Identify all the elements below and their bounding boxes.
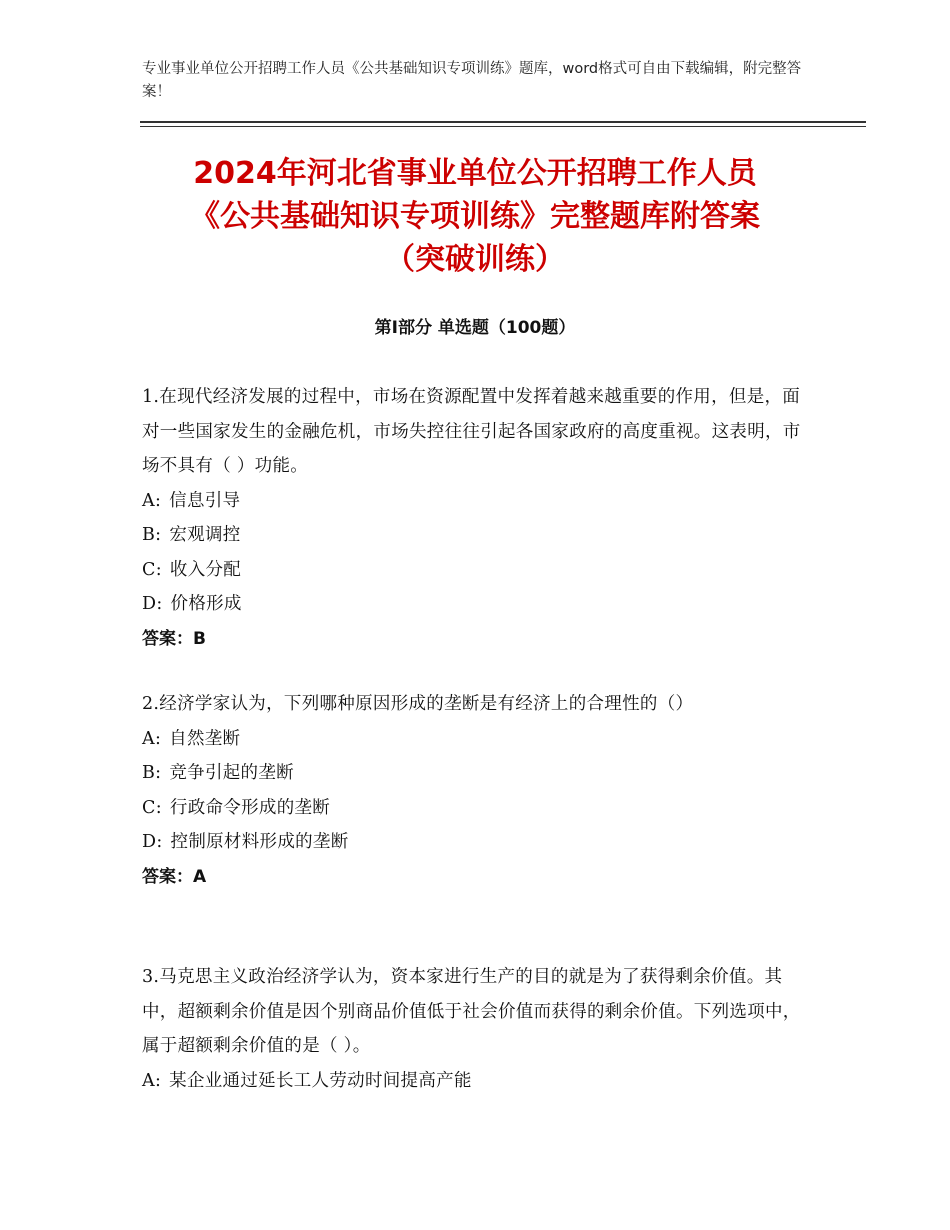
option-key: A:: [142, 1070, 162, 1091]
option-c: [142, 553, 808, 588]
section-heading: 第Ⅰ部分 单选题（100题）: [374, 318, 576, 338]
option-key: C:: [142, 797, 162, 818]
option-text: 价格形成: [170, 594, 242, 614]
answer-label: 答案：A: [142, 866, 207, 887]
option-text: 某企业通过延长工人劳动时间提高产能: [169, 1070, 472, 1091]
option-a: [142, 484, 808, 519]
option-key: B:: [142, 763, 162, 783]
header-rule-thick: [140, 121, 866, 123]
question-3: [142, 960, 808, 1098]
title-line-3: （突破训练）: [385, 242, 565, 277]
option-text: 竞争引起的垄断: [169, 763, 294, 783]
question-stem: 2.经济学家认为，下列哪种原因形成的垄断是有经济上的合理性的（）: [142, 694, 694, 714]
option-d: [142, 825, 808, 860]
option-d: [142, 587, 808, 622]
header-rule-thin: [140, 126, 866, 127]
title-line-2: 《公共基础知识专项训练》完整题库附答案: [190, 199, 760, 234]
option-key: A:: [142, 728, 162, 749]
option-text: 收入分配: [169, 559, 242, 580]
option-c: [142, 791, 808, 826]
option-key: C:: [142, 559, 162, 580]
option-key: B:: [142, 525, 162, 545]
option-key: D:: [142, 594, 163, 614]
question-stem: 1.在现代经济发展的过程中，市场在资源配置中发挥着越来越重要的作用，但是，面对一些国家发生的金融危机，市场失控往往引起各国家政府的高度重视。这表明，市场不具有（ ）功能。: [142, 387, 801, 476]
header-note: 专业事业单位公开招聘工作人员《公共基础知识专项训练》题库，word格式可自由下载编辑，附完整答案！: [142, 61, 802, 100]
option-b: [142, 756, 808, 791]
option-text: 控制原材料形成的垄断: [170, 832, 349, 852]
option-key: A:: [142, 490, 162, 511]
title-line-1: 2024年河北省事业单位公开招聘工作人员: [193, 156, 757, 191]
question-1: [142, 380, 808, 656]
document-title: [120, 152, 830, 281]
option-text: 行政命令形成的垄断: [169, 797, 331, 818]
option-text: 宏观调控: [169, 525, 241, 545]
answer-label: 答案：B: [142, 628, 206, 649]
option-key: D:: [142, 832, 163, 852]
question-2: [142, 687, 808, 894]
question-stem: 3.马克思主义政治经济学认为，资本家进行生产的目的就是为了获得剩余价值。其中，超额剩余价值是因个别商品价值低于社会价值而获得的剩余价值。下列选项中，属于超额剩余价值的是（ ）。: [142, 967, 801, 1056]
option-a: [142, 1064, 808, 1099]
option-a: [142, 722, 808, 757]
option-text: 自然垄断: [169, 728, 241, 749]
option-text: 信息引导: [169, 490, 241, 511]
option-b: [142, 518, 808, 553]
